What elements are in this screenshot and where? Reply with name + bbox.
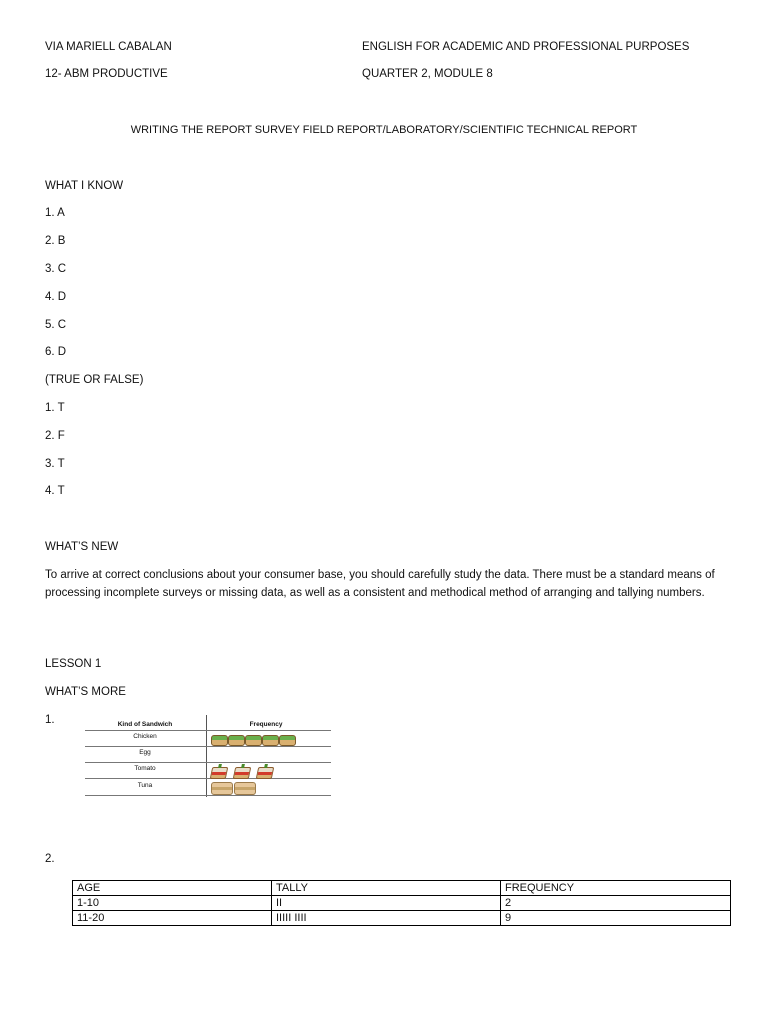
- table-rule: [85, 778, 331, 779]
- true-false-heading: (TRUE OR FALSE): [45, 374, 144, 386]
- what-i-know-heading: WHAT I KNOW: [45, 180, 124, 192]
- whats-more-heading: WHAT’S MORE: [45, 686, 126, 698]
- chicken-sandwich-icon: [279, 735, 296, 746]
- tf-answer-item: 4. T: [45, 485, 65, 497]
- document-title: WRITING THE REPORT SURVEY FIELD REPORT/LABORATORY/SCIENTIFIC TECHNICAL REPORT: [130, 124, 638, 136]
- table-header-cell: FREQUENCY: [501, 881, 731, 896]
- tomato-sandwich-icon: [210, 767, 229, 779]
- answer-item: 5. C: [45, 319, 67, 331]
- subject-title: ENGLISH FOR ACADEMIC AND PROFESSIONAL PURPOSES: [362, 41, 690, 53]
- tf-answer-item: 1. T: [45, 402, 65, 414]
- tf-answer-item: 3. T: [45, 458, 65, 470]
- tf-answer-item: 2. F: [45, 430, 65, 442]
- pictograph-row-label: Egg: [139, 749, 151, 756]
- sandwich-pictograph: [85, 715, 331, 797]
- answer-item: 4. D: [45, 291, 67, 303]
- table-cell: 1-10: [73, 896, 272, 911]
- pictograph-row-label: Tomato: [134, 765, 156, 772]
- pictograph-kind-header: Kind of Sandwich: [117, 721, 173, 728]
- table-header-row: [73, 881, 731, 896]
- pictograph-row-label: Tuna: [137, 782, 153, 789]
- chicken-sandwich-icon: [262, 735, 279, 746]
- tomato-sandwich-icon: [256, 767, 275, 779]
- table-header-cell: TALLY: [272, 881, 501, 896]
- table-cell: IIIII IIII: [272, 911, 501, 926]
- table-rule: [85, 795, 331, 796]
- tomato-sandwich-icon: [233, 767, 252, 779]
- table-row: [73, 896, 731, 911]
- student-name: VIA MARIELL CABALAN: [45, 41, 172, 53]
- lesson-heading: LESSON 1: [45, 658, 102, 670]
- table-cell: 11-20: [73, 911, 272, 926]
- table-cell: II: [272, 896, 501, 911]
- whats-new-heading: WHAT’S NEW: [45, 541, 119, 553]
- table-rule: [85, 730, 331, 731]
- table-header-cell: AGE: [73, 881, 272, 896]
- chicken-sandwich-icon: [211, 735, 228, 746]
- answer-item: 3. C: [45, 263, 67, 275]
- item-number: 1.: [45, 714, 55, 726]
- answer-item: 6. D: [45, 346, 67, 358]
- table-row: [73, 911, 731, 926]
- chicken-sandwich-icon: [245, 735, 262, 746]
- pictograph-row-label: Chicken: [133, 733, 157, 740]
- answer-item: 1. A: [45, 207, 65, 219]
- whats-new-paragraph: To arrive at correct conclusions about your consumer base, you should carefully study the data. There must be a standard means of processing incomplete surveys or missing data, as well as a consistent and methodical method of arranging and tallying numbers.: [45, 569, 715, 599]
- student-section: 12- ABM PRODUCTIVE: [45, 68, 168, 80]
- table-rule: [85, 762, 331, 763]
- table-cell: 9: [501, 911, 731, 926]
- item-number: 2.: [45, 853, 55, 865]
- chicken-sandwich-icon: [228, 735, 245, 746]
- age-frequency-table: [72, 880, 731, 926]
- table-cell: 2: [501, 896, 731, 911]
- tuna-sandwich-icon: [234, 782, 256, 795]
- pictograph-frequency-header: Frequency: [249, 721, 283, 728]
- table-rule: [85, 746, 331, 747]
- module-label: QUARTER 2, MODULE 8: [362, 68, 493, 80]
- tuna-sandwich-icon: [211, 782, 233, 795]
- answer-item: 2. B: [45, 235, 66, 247]
